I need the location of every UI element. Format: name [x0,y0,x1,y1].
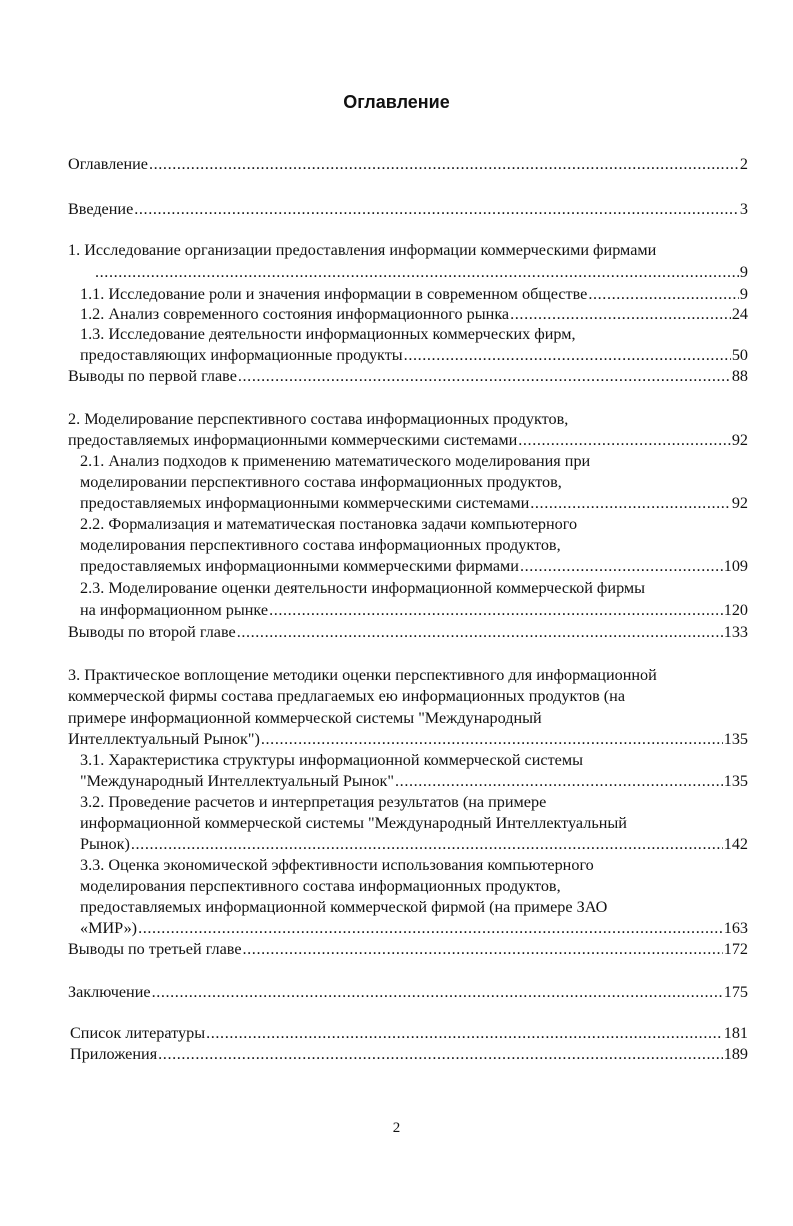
toc-leader [588,284,739,304]
toc-entry-contents[interactable] [68,154,748,174]
toc-page: 189 [723,1045,748,1063]
toc-entry-3-3-line1[interactable]: 3.3. Оценка экономической эффективности использования компьютерного [80,856,594,874]
toc-page: 120 [723,601,748,619]
toc-label: Выводы по первой главе [68,367,237,385]
toc-entry-summary-2[interactable] [68,622,748,642]
toc-label: Выводы по третьей главе [68,940,242,958]
toc-label: предоставляемых информационными коммерческими фирмами [80,557,519,575]
toc-entry-1-2[interactable] [80,304,748,324]
toc-entry-intro[interactable] [68,199,748,219]
toc-label: Рынок) [80,835,130,853]
toc-label: предоставляемых информационными коммерческими системами [80,494,530,512]
toc-page: 175 [723,983,748,1001]
toc-leader [520,556,723,576]
toc-entry-chapter-2[interactable] [68,430,748,450]
toc-leader [395,771,723,791]
toc-entry-2-2[interactable] [80,556,748,576]
toc-chapter-3-line1[interactable]: 3. Практическое воплощение методики оценки перспективного для информационной [68,666,657,684]
toc-leader [404,345,731,365]
toc-entry-3-3-line3[interactable]: предоставляемых информационной коммерческой фирмой (на примере ЗАО [80,898,608,916]
toc-label: Выводы по второй главе [68,623,236,641]
toc-entry-3-1[interactable] [80,771,748,791]
toc-entry-2-1[interactable] [80,493,748,513]
toc-page: 109 [723,557,748,575]
toc-page: 2 [739,155,748,173]
toc-leader [131,834,723,854]
toc-entry-1-1[interactable] [80,284,748,304]
toc-page: 92 [731,494,748,512]
toc-entry-3-3[interactable] [80,918,748,938]
toc-entry-1-3[interactable] [80,345,748,365]
toc-label: 1.1. Исследование роли и значения информации в современном обществе [80,285,588,303]
toc-page: 9 [739,263,748,281]
toc-page: 9 [739,285,748,303]
toc-page: 88 [731,367,748,385]
toc-label: предоставляющих информационные продукты [80,346,403,364]
toc-entry-2-1-line1[interactable]: 2.1. Анализ подходов к применению математического моделирования при [80,452,591,470]
toc-label: «МИР») [80,919,138,937]
toc-entry-3-3-line2[interactable]: моделирования перспективного состава информационных продуктов, [80,877,561,895]
toc-page: 135 [723,772,748,790]
page-title: Оглавление [343,92,450,112]
toc-entry-appendix[interactable] [70,1044,748,1064]
toc-entry-3-2-line2[interactable]: информационной коммерческой системы "Международный Интеллектуальный [80,814,627,832]
toc-chapter-2-line1[interactable]: 2. Моделирование перспективного состава информационных продуктов, [68,410,569,428]
toc-entry-2-3[interactable] [80,600,748,620]
toc-leader [206,1023,723,1043]
toc-label: на информационном рынке [80,601,269,619]
toc-page: 3 [739,200,748,218]
toc-entry-summary-3[interactable] [68,939,748,959]
toc-entry-2-2-line2[interactable]: моделирования перспективного состава информационных продуктов, [80,536,561,554]
toc-entry-2-3-line1[interactable]: 2.3. Моделирование оценки деятельности информационной коммерческой фирмы [80,579,646,597]
toc-entry-summary-1[interactable] [68,366,748,386]
toc-page: 142 [723,835,748,853]
toc-entry-3-1-line1[interactable]: 3.1. Характеристика структуры информационной коммерческой системы [80,751,583,769]
toc-leader [269,600,723,620]
toc-page: 172 [723,940,748,958]
toc-chapter-3-line3[interactable]: примере информационной коммерческой системы "Международный [68,709,542,727]
toc-entry-references[interactable] [70,1023,748,1043]
toc-entry-1-3-line1[interactable]: 1.3. Исследование деятельности информационных коммерческих фирм, [80,325,576,343]
toc-leader [237,622,723,642]
toc-chapter-1-title[interactable]: 1. Исследование организации предоставления информации коммерческими фирмами [68,241,657,259]
toc-page: 133 [723,623,748,641]
toc-label: Приложения [70,1045,158,1063]
toc-entry-conclusion[interactable] [68,982,748,1002]
toc-leader [152,982,723,1002]
toc-entry-2-1-line2[interactable]: моделировании перспективного состава информационных продуктов, [80,473,562,491]
toc-leader [518,430,731,450]
toc-entry-3-2[interactable] [80,834,748,854]
toc-page: 92 [731,431,748,449]
toc-entry-chapter-1[interactable] [94,262,748,282]
toc-leader [238,366,731,386]
toc-leader [158,1044,723,1064]
toc-entry-chapter-3[interactable] [68,729,748,749]
toc-label: предоставляемых информационными коммерческими системами [68,431,518,449]
toc-label: Список литературы [70,1024,206,1042]
toc-leader [530,493,731,513]
toc-label: 1.2. Анализ современного состояния информационного рынка [80,305,510,323]
toc-leader [510,304,731,324]
toc-label: Интеллектуальный Рынок") [68,730,260,748]
toc-chapter-3-line2[interactable]: коммерческой фирмы состава предлагаемых ею информационных продуктов (на [68,687,626,705]
toc-page: 163 [723,919,748,937]
toc-page: 24 [731,305,748,323]
toc-label: Заключение [68,983,151,1001]
toc-label: Введение [68,200,134,218]
toc-page: 50 [731,346,748,364]
toc-label: Оглавление [68,155,148,173]
toc-leader [134,199,739,219]
toc-entry-2-2-line1[interactable]: 2.2. Формализация и математическая постановка задачи компьютерного [80,515,578,533]
toc-leader [261,729,723,749]
toc-label: "Международный Интеллектуальный Рынок" [80,772,395,790]
toc-leader [243,939,723,959]
toc-leader [149,154,739,174]
toc-page: 181 [723,1024,748,1042]
toc-page: 135 [723,730,748,748]
toc-leader [138,918,723,938]
toc-leader [95,262,739,282]
page-number: 2 [392,1120,401,1136]
toc-entry-3-2-line1[interactable]: 3.2. Проведение расчетов и интерпретация результатов (на примере [80,793,547,811]
